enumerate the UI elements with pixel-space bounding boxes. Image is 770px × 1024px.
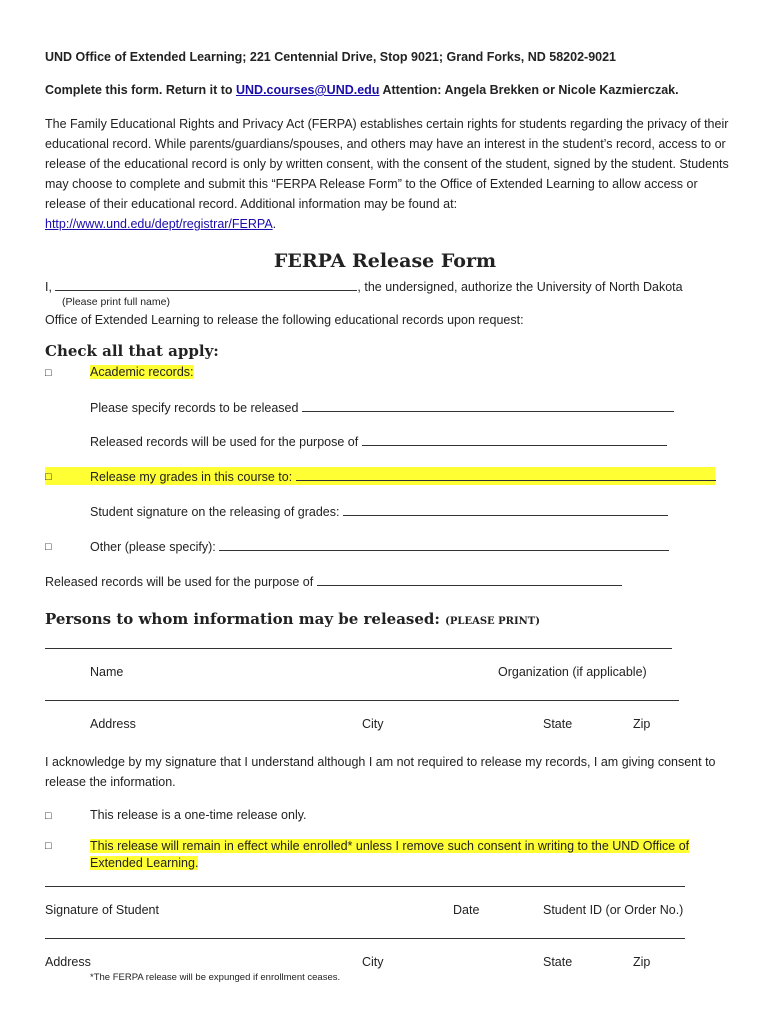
student-address-label: Address (45, 955, 91, 969)
specify-records-field[interactable] (302, 400, 674, 412)
recipient-address-label: Address (90, 717, 136, 731)
specify-records-row (90, 400, 674, 415)
student-signature-line[interactable] (45, 886, 685, 887)
academic-records-checkbox[interactable]: □ (45, 367, 52, 379)
attention-text: Attention: Angela Brekken or Nicole Kazmierczak. (379, 83, 679, 97)
return-prefix: Complete this form. Return it to (45, 83, 236, 97)
form-title: FERPA Release Form (273, 250, 497, 272)
purpose-row (90, 434, 667, 449)
other-checkbox[interactable]: □ (45, 541, 52, 553)
recipient-name-line[interactable] (45, 648, 672, 649)
release-grades-checkbox[interactable]: □ (45, 471, 52, 483)
recipient-org-label: Organization (if applicable) (498, 665, 647, 679)
recipient-name-label: Name (90, 665, 124, 679)
intro-paragraph (45, 114, 735, 234)
student-zip-label: Zip (633, 955, 651, 969)
grades-signature-label: Student signature on the releasing of grades: (90, 505, 343, 519)
expunge-footnote: *The FERPA release will be expunged if enrollment ceases. (90, 972, 341, 983)
check-section-title: Check all that apply: (45, 342, 219, 360)
persons-title-text: Persons to whom information may be released: (45, 610, 440, 628)
student-city-label: City (362, 955, 384, 969)
student-state-label: State (543, 955, 573, 969)
while-enrolled-line-1: This release will remain in effect while enrolled* unless I remove such consent in writing to the UND Office of (90, 839, 690, 853)
office-address: UND Office of Extended Learning; 221 Centennial Drive, Stop 9021; Grand Forks, ND 58202-9021 (45, 50, 617, 64)
student-signature-label: Signature of Student (45, 903, 159, 917)
persons-section-title (45, 610, 540, 628)
purpose-label: Released records will be used for the purpose of (90, 435, 362, 449)
academic-records-label: Academic records: (90, 365, 194, 379)
other-label: Other (please specify): (90, 540, 220, 554)
authorize-prefix: I, (45, 280, 56, 294)
recipient-state-label: State (543, 717, 573, 731)
ferpa-info-link[interactable]: http://www.und.edu/dept/registrar/FERPA (45, 217, 273, 231)
recipient-city-label: City (362, 717, 384, 731)
specify-records-label: Please specify records to be released (90, 401, 302, 415)
purpose2-label: Released records will be used for the purpose of (45, 575, 317, 589)
persons-title-note: (PLEASE PRINT) (445, 616, 540, 627)
purpose-field[interactable] (362, 434, 667, 446)
one-time-checkbox[interactable]: □ (45, 810, 52, 822)
other-row (90, 539, 669, 554)
email-link[interactable]: UND.courses@UND.edu (235, 83, 380, 97)
signature-date-label: Date (453, 903, 480, 917)
student-address-line[interactable] (45, 938, 685, 939)
release-grades-field[interactable] (296, 469, 716, 481)
recipient-address-line[interactable] (45, 700, 679, 701)
other-field[interactable] (219, 539, 669, 551)
while-enrolled-label (90, 838, 689, 872)
while-enrolled-line-2: Extended Learning. (90, 856, 199, 870)
purpose2-field[interactable] (317, 574, 622, 586)
intro-link-suffix: . (272, 217, 277, 231)
return-instructions (45, 83, 679, 97)
intro-text: The Family Educational Rights and Privacy Act (FERPA) establishes certain rights for students regarding the privacy of their educational record. While parents/guardians/spouses, and others may have an interest in the student’s record, access to or release of the educational record is only by written consent, with the consent of the student, signed by the student. Students may choose to complete and submit this “FERPA Release Form” to the Office of Extended Learning to allow access or release of their educational record. Additional information may be found at: (45, 117, 729, 211)
full-name-hint: (Please print full name) (62, 296, 170, 308)
student-id-label: Student ID (or Order No.) (543, 903, 684, 917)
acknowledge-paragraph: I acknowledge by my signature that I understand although I am not required to release my records, I am giving consent to release the information. (45, 755, 716, 789)
grades-signature-row (90, 504, 668, 519)
recipient-zip-label: Zip (633, 717, 651, 731)
release-grades-row (90, 469, 716, 484)
full-name-field[interactable] (55, 279, 357, 291)
one-time-label: This release is a one-time release only. (90, 808, 307, 822)
release-grades-label: Release my grades in this course to: (90, 470, 296, 484)
while-enrolled-checkbox[interactable]: □ (45, 840, 52, 852)
grades-signature-field[interactable] (343, 504, 668, 516)
purpose2-row (45, 574, 622, 589)
authorize-line (45, 279, 683, 294)
authorize-suffix: , the undersigned, authorize the University of North Dakota (357, 280, 683, 294)
authorize-line-2: Office of Extended Learning to release the following educational records upon request: (45, 313, 524, 327)
